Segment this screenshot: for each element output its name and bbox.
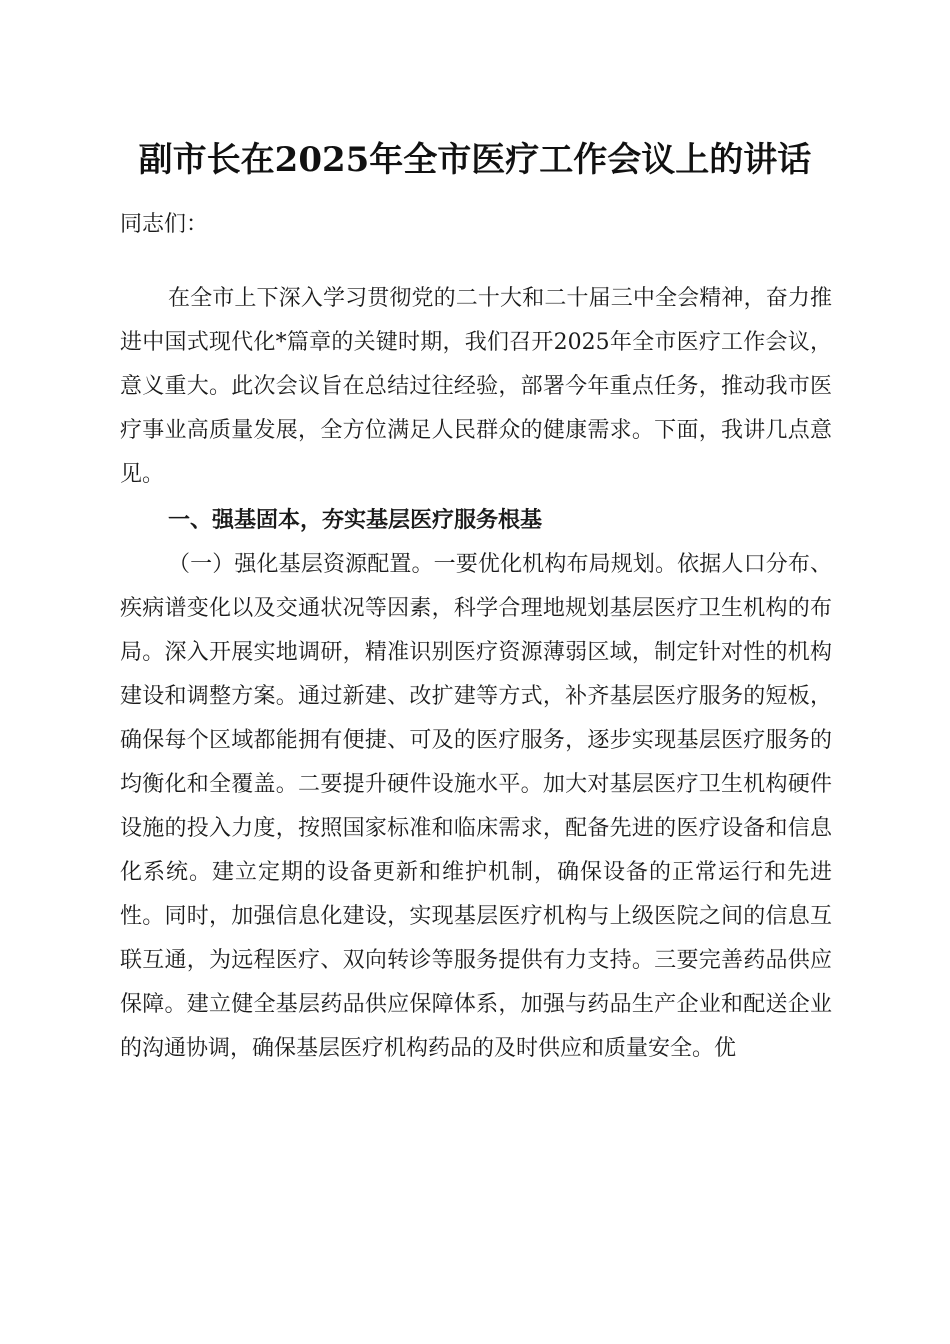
- section-heading-1: 一、强基固本，夯实基层医疗服务根基: [168, 508, 543, 533]
- subsection-title-1: （一）强化基层资源配置。: [168, 552, 434, 577]
- document-title: 副市长在2025年全市医疗工作会议上的讲话: [138, 140, 812, 180]
- subsection-paragraph-1: [120, 543, 832, 1071]
- intro-paragraph: 在全市上下深入学习贯彻党的二十大和二十届三中全会精神，奋力推进中国式现代化*篇章的关键时期，我们召开2025年全市医疗工作会议，意义重大。此次会议旨在总结过往经验，部署今年重点任务，推动我市医疗事业高质量发展，全方位满足人民群众的健康需求。下面，我讲几点意见。: [120, 286, 832, 487]
- subsection-body-1: 一要优化机构布局规划。依据人口分布、疾病谱变化以及交通状况等因素，科学合理地规划基层医疗卫生机构的布局。深入开展实地调研，精准识别医疗资源薄弱区域，制定针对性的机构建设和调整方案。通过新建、改扩建等方式，补齐基层医疗服务的短板，确保每个区域都能拥有便捷、可及的医疗服务，逐步实现基层医疗服务的均衡化和全覆盖。二要提升硬件设施水平。加大对基层医疗卫生机构硬件设施的投入力度，按照国家标准和临床需求，配备先进的医疗设备和信息化系统。建立定期的设备更新和维护机制，确保设备的正常运行和先进性。同时，加强信息化建设，实现基层医疗机构与上级医院之间的信息互联互通，为远程医疗、双向转诊等服务提供有力支持。三要完善药品供应保障。建立健全基层药品供应保障体系，加强与药品生产企业和配送企业的沟通协调，确保基层医疗机构药品的及时供应和质量安全。优: [120, 552, 832, 1061]
- salutation: 同志们：: [120, 212, 209, 237]
